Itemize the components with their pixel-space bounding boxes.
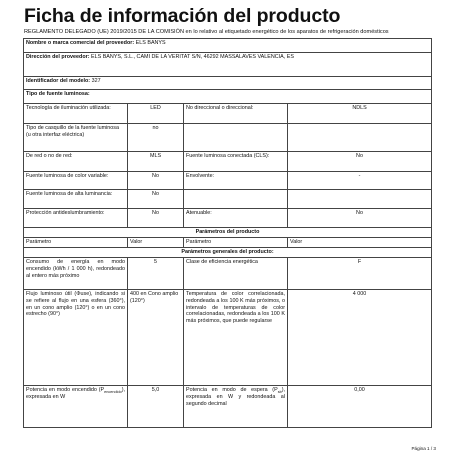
light-label: Tecnología de iluminación utilizada:: [24, 104, 128, 124]
table-row: [24, 152, 432, 172]
table-row: [24, 172, 432, 190]
param-label: [24, 386, 128, 428]
light-value: No: [288, 209, 432, 228]
model-id-value: 327: [91, 78, 101, 85]
params-header-row: [24, 238, 432, 248]
light-value: No: [128, 190, 184, 209]
light-source-heading: Tipo de fuente luminosa:: [24, 90, 432, 104]
light-label: [184, 190, 288, 209]
param-value: 5,0: [128, 386, 184, 428]
light-label: Fuente luminosa conectada (CLS):: [184, 152, 288, 172]
general-params-heading-row: [24, 248, 432, 258]
light-value: No: [128, 172, 184, 190]
light-value: No: [288, 152, 432, 172]
model-id-row: [24, 77, 432, 90]
param-label-text: ), expresada en W: [26, 387, 125, 400]
param-label-subscript: encendido: [104, 390, 122, 395]
param-value: 400 en Cono amplio (120°): [128, 290, 184, 386]
table-row: [24, 209, 432, 228]
param-label-text: ), expresada en W y redondeada al segundo decimal: [186, 387, 285, 407]
light-source-heading-row: [24, 90, 432, 104]
light-label: De red o no de red:: [24, 152, 128, 172]
param-label-text: Potencia en modo encendido (P: [26, 387, 105, 394]
supplier-address-row: [24, 53, 432, 77]
light-label: Protección antideslumbramiento:: [24, 209, 128, 228]
light-label: Fuente luminosa de alta luminancia:: [24, 190, 128, 209]
supplier-name-row: [24, 39, 432, 53]
param-value: 5: [128, 258, 184, 290]
supplier-name-value: ELS BANYS: [135, 40, 166, 47]
param-label: [184, 386, 288, 428]
supplier-address-label: Dirección del proveedor:: [26, 54, 90, 61]
page-title: Ficha de información del producto: [24, 5, 341, 27]
regulation-text: REGLAMENTO DELEGADO (UE) 2019/2015 DE LA COMISIÓN en lo relativo al etiquetado energético de los aparatos de refrigeración domésticos: [24, 29, 389, 35]
model-id-label: Identificador del modelo:: [26, 78, 91, 85]
column-header-value: Valor: [128, 238, 184, 248]
light-label: [184, 124, 288, 152]
light-value: No: [128, 209, 184, 228]
light-label-note: (u otra interfaz eléctrica): [26, 132, 85, 138]
light-label: No direccional o direccional:: [184, 104, 288, 124]
light-label: [24, 124, 128, 152]
info-table: [23, 38, 432, 428]
light-label-main: Tipo de casquillo de la fuente luminosa: [26, 125, 119, 132]
light-value: -: [288, 172, 432, 190]
product-params-heading: Parámetros del producto: [24, 228, 432, 238]
column-header-value: Valor: [288, 238, 432, 248]
column-header-param: Parámetro: [184, 238, 288, 248]
product-params-heading-row: [24, 228, 432, 238]
table-row: [24, 290, 432, 386]
light-value: no: [128, 124, 184, 152]
supplier-name-label: Nombre o marca comercial del proveedor:: [26, 40, 135, 47]
table-row: [24, 104, 432, 124]
param-label-text: Potencia en modo de espera (P: [186, 387, 278, 394]
light-value: [288, 124, 432, 152]
param-label: Clase de eficiencia energética: [184, 258, 288, 290]
param-value: 4 000: [288, 290, 432, 386]
param-value: F: [288, 258, 432, 290]
table-row: [24, 258, 432, 290]
light-label: Envolvente:: [184, 172, 288, 190]
page-number: Página 1 / 3: [411, 446, 436, 451]
param-label-subscript: sb: [277, 390, 282, 395]
light-value: LED: [128, 104, 184, 124]
light-label: Fuente luminosa de color variable:: [24, 172, 128, 190]
param-value: 0,00: [288, 386, 432, 428]
param-label: Temperatura de color correlacionada, redondeada a los 100 K más próximos, o intervalo de temperaturas de color correlacionadas, redondeada a los 100 K más próximos, que puede regularse: [184, 290, 288, 386]
light-value: MLS: [128, 152, 184, 172]
light-value: [288, 190, 432, 209]
light-label: Atenuable:: [184, 209, 288, 228]
table-row: [24, 190, 432, 209]
table-row: [24, 124, 432, 152]
supplier-address-value: ELS BANYS, S.L., CAMI DE LA VERITAT S/N, 46292 MASSALAVES VALENCIA, ES: [91, 54, 294, 61]
general-params-heading: Parámetros generales del producto:: [24, 248, 432, 258]
light-value: NDLS: [288, 104, 432, 124]
column-header-param: Parámetro: [24, 238, 128, 248]
param-label: Flujo luminoso útil (Φuse), indicando si se refiere al flujo en una esfera (360°), en un cono amplio (120°) o en un cono estrecho (90°): [24, 290, 128, 386]
param-label: Consumo de energía en modo encendido (kWh / 1 000 h), redondeado al entero más próximo: [24, 258, 128, 290]
table-row: [24, 386, 432, 428]
